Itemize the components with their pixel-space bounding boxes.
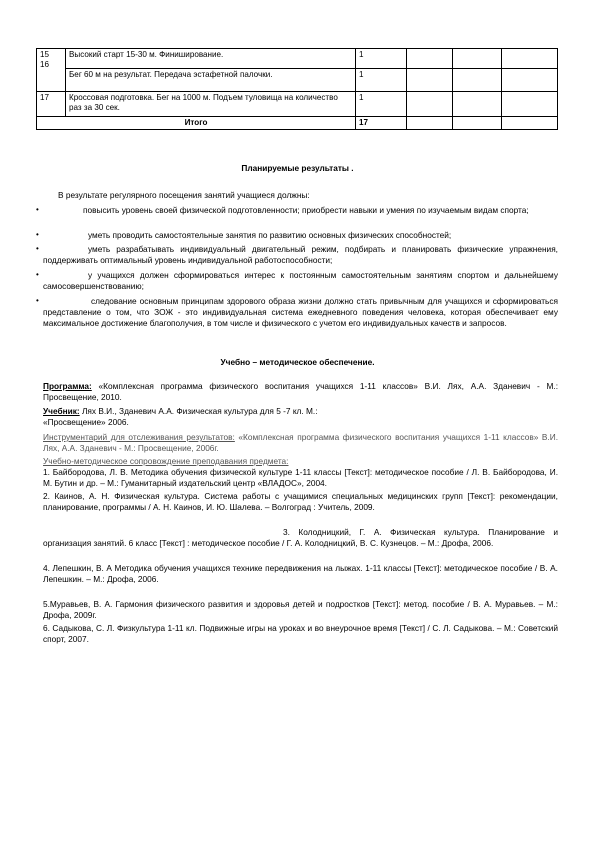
empty-cell	[407, 69, 453, 92]
table-row	[37, 49, 558, 69]
empty-cell	[453, 92, 502, 117]
reference-item: 1. Байбородова, Л. В. Методика обучения физической культуре 1-11 классы [Текст]: методическое пособие / Л. В. Байбородова, И. М. Бутин и др. – М.: Гуманитарный издательский центр «ВЛАДОС», 2004.	[43, 467, 558, 488]
result-bullet: уметь проводить самостоятельные занятия по развитию основных физических способностей;	[88, 230, 452, 240]
reference-item: 4. Лепешкин, В. А Методика обучения учащихся технике передвижения на лыжах. 1-11 классы [Текст]: методическое пособие / В. А. Лепешкин. – М.: Дрофа, 2006.	[43, 563, 558, 584]
results-heading: Планируемые результаты .	[241, 163, 354, 173]
bullet-marker: •	[36, 296, 39, 305]
result-bullet: повысить уровень своей физической подготовленности; приобрести навыки и умения по изучаемым видам спорта;	[83, 205, 529, 215]
support-label: Учебно-методическое сопровождение преподавания предмета:	[43, 456, 289, 466]
total-label: Итого	[37, 117, 356, 130]
toolkit-text: «Комплексная программа физического воспитания учащихся 1-11 классов» В.И. Лях, А.А. Зданевич - М.: Просвещение, 2006г.	[43, 432, 558, 453]
reference-item: 3. Колодницкий, Г. А. Физическая культура. Планирование и организация занятий. 6 класс [Текст] : методическое пособие / Г. А. Колодницкий, В. С. Кузнецов. – М.: Дрофа, 2006.	[43, 527, 558, 548]
result-bullet: уметь разрабатывать индивидуальный двигательный режим, подбирать и планировать физические упражнения, поддерживать оптимальный уровень индивидуальной работоспособности;	[43, 244, 558, 265]
empty-cell	[407, 117, 453, 130]
row-topic: Кроссовая подготовка. Бег на 1000 м. Подъем туловища на количество раз за 30 сек.	[66, 92, 356, 117]
lesson-plan-table	[36, 48, 558, 130]
program-text: «Комплексная программа физического воспитания учащихся 1-11 классов» В.И. Лях, А.А. Зданевич - М.: Просвещение, 2010.	[43, 381, 558, 402]
textbook-text: Лях В.И., Зданевич А.А. Физическая культура для 5 -7 кл. М.: «Просвещение» 2006.	[43, 406, 318, 427]
methodical-heading: Учебно – методическое обеспечение.	[220, 357, 375, 367]
empty-cell	[453, 49, 502, 69]
results-intro: В результате регулярного посещения занятий учащиеся должны:	[58, 190, 310, 200]
bullet-marker: •	[36, 230, 39, 239]
row-hours: 1	[356, 69, 407, 92]
row-topic: Бег 60 м на результат. Передача эстафетной палочки.	[66, 69, 356, 92]
empty-cell	[407, 49, 453, 69]
reference-item: 6. Садыкова, С. Л. Физкультура 1-11 кл. Подвижные игры на уроках и во внеурочное время [Текст] / С. Л. Садыкова. – М.: Советский спорт, 2007.	[43, 623, 558, 644]
toolkit-label: Инструментарий для отслеживания результатов:	[43, 432, 235, 442]
row-number: 17	[37, 92, 66, 117]
program-paragraph	[43, 381, 558, 403]
result-bullet: следование основным принципам здорового образа жизни должно стать привычным для учащихся и сформироваться представление о том, что ЗОЖ - это индивидуальная система ежедневного поведения человека, которая обеспечивает ему максимальное достижение благополучия, в том числе и физического с учетом его индивидуальных качеств и запросов.	[43, 296, 558, 328]
empty-cell	[502, 69, 558, 92]
reference-item: 5.Муравьев, В. А. Гармония физического развития и здоровья детей и подростков [Текст]: метод. пособие / В. А. Муравьев. – М.: Дрофа, 2009г.	[43, 599, 558, 620]
toolkit-paragraph	[43, 432, 558, 454]
row-topic: Высокий старт 15-30 м. Финиширование.	[66, 49, 356, 69]
textbook-label: Учебник:	[43, 406, 80, 416]
textbook-paragraph	[43, 406, 363, 428]
row-number: 15 16	[37, 49, 66, 92]
result-bullet: у учащихся должен сформироваться интерес к постоянным самостоятельным занятиям спортом и дальнейшему самосовершенствованию;	[43, 270, 558, 291]
reference-item: 2. Каинов, А. Н. Физическая культура. Система работы с учащимися специальных медицинских групп [Текст]: рекомендации, планирование, программы / А. Н. Каинов, И. Ю. Шалева. – Волгоград : Учитель, 2009.	[43, 491, 558, 512]
table-total-row	[37, 117, 558, 130]
empty-cell	[502, 92, 558, 117]
row-hours: 1	[356, 92, 407, 117]
empty-cell	[453, 117, 502, 130]
bullet-marker: •	[36, 205, 39, 214]
program-label: Программа:	[43, 381, 92, 391]
row-hours: 1	[356, 49, 407, 69]
empty-cell	[502, 49, 558, 69]
total-value: 17	[356, 117, 407, 130]
empty-cell	[407, 92, 453, 117]
empty-cell	[502, 117, 558, 130]
table-row	[37, 92, 558, 117]
table-row	[37, 69, 558, 92]
empty-cell	[453, 69, 502, 92]
bullet-marker: •	[36, 244, 39, 253]
bullet-marker: •	[36, 270, 39, 279]
